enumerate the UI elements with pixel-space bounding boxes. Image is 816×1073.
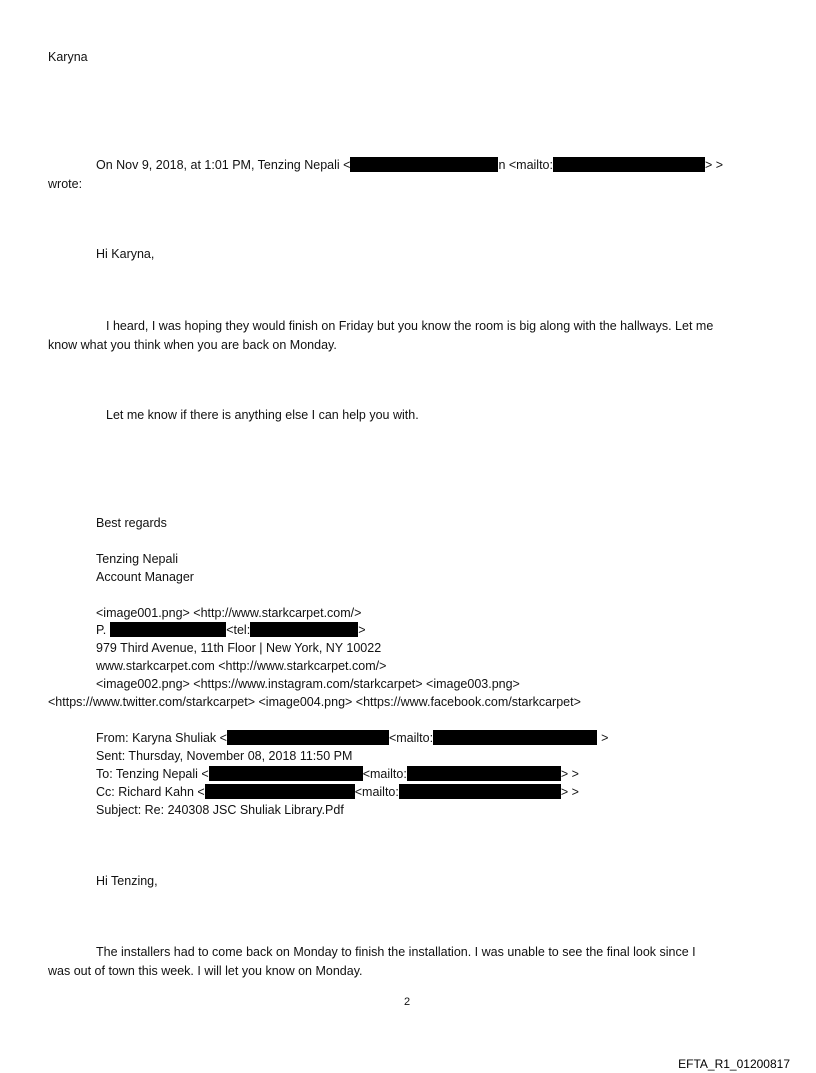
from-mailto: <mailto: xyxy=(388,731,434,745)
to-end: > > xyxy=(560,767,579,781)
redaction-bar xyxy=(250,622,358,637)
redaction-bar xyxy=(399,784,561,799)
forward-from-line xyxy=(96,730,608,746)
from-prefix: From: Karyna Shuliak < xyxy=(96,731,227,745)
redaction-bar xyxy=(350,157,498,172)
signature-name: Tenzing Nepali xyxy=(96,552,178,566)
paragraph-3-line-2: was out of town this week. I will let you know on Monday. xyxy=(48,964,363,978)
redaction-bar xyxy=(433,730,597,745)
page-number: 2 xyxy=(404,996,411,1008)
cc-mailto: <mailto: xyxy=(354,785,399,799)
signature-website: www.starkcarpet.com <http://www.starkcarpet.com/> xyxy=(96,659,387,673)
quote-header-wrote: wrote: xyxy=(48,177,83,191)
signature-title: Account Manager xyxy=(96,570,194,584)
redaction-bar xyxy=(110,622,226,637)
from-end: > xyxy=(601,731,609,745)
redaction-bar xyxy=(407,766,561,781)
cc-end: > > xyxy=(560,785,579,799)
forward-subject-line: Subject: Re: 240308 JSC Shuliak Library.Pdf xyxy=(96,803,344,817)
redaction-bar xyxy=(209,766,363,781)
signature-address: 979 Third Avenue, 11th Floor | New York, NY 10022 xyxy=(96,641,382,655)
forward-sent-line: Sent: Thursday, November 08, 2018 11:50 PM xyxy=(96,749,353,763)
phone-end: > xyxy=(358,623,366,637)
hi-tenzing: Hi Tenzing, xyxy=(96,874,158,888)
redaction-bar xyxy=(227,730,389,745)
quote-header-mailto: n <mailto: xyxy=(498,158,553,172)
phone-tel: <tel: xyxy=(226,623,251,637)
greeting-name: Karyna xyxy=(48,50,88,64)
paragraph-1-line-1: I heard, I was hoping they would finish on Friday but you know the room is big along with the hallways. Let me xyxy=(106,319,714,333)
signature-image-line: <image001.png> <http://www.starkcarpet.com/> xyxy=(96,606,362,620)
signature-phone-line xyxy=(96,622,366,638)
quote-header-prefix: On Nov 9, 2018, at 1:01 PM, Tenzing Nepali < xyxy=(96,158,351,172)
to-prefix: To: Tenzing Nepali < xyxy=(96,767,209,781)
reply-greeting: Hi Karyna, xyxy=(96,247,155,261)
cc-prefix: Cc: Richard Kahn < xyxy=(96,785,205,799)
document-id: EFTA_R1_01200817 xyxy=(678,1057,790,1071)
signature-social-line-1: <image002.png> <https://www.instagram.com/starkcarpet> <image003.png> xyxy=(96,677,520,691)
signature-social-line-2: <https://www.twitter.com/starkcarpet> <image004.png> <https://www.facebook.com/starkcarpet> xyxy=(48,695,581,709)
paragraph-3-line-1: The installers had to come back on Monday to finish the installation. I was unable to see the final look since I xyxy=(96,945,696,959)
quote-header-line xyxy=(96,157,723,173)
redaction-bar xyxy=(205,784,355,799)
paragraph-2: Let me know if there is anything else I can help you with. xyxy=(106,408,419,422)
to-mailto: <mailto: xyxy=(362,767,407,781)
paragraph-1-line-2: know what you think when you are back on Monday. xyxy=(48,338,337,352)
phone-prefix: P. xyxy=(96,623,107,637)
forward-to-line xyxy=(96,766,579,782)
forward-cc-line xyxy=(96,784,579,800)
redaction-bar xyxy=(553,157,705,172)
closing: Best regards xyxy=(96,516,167,530)
quote-header-end: > > xyxy=(704,158,724,172)
